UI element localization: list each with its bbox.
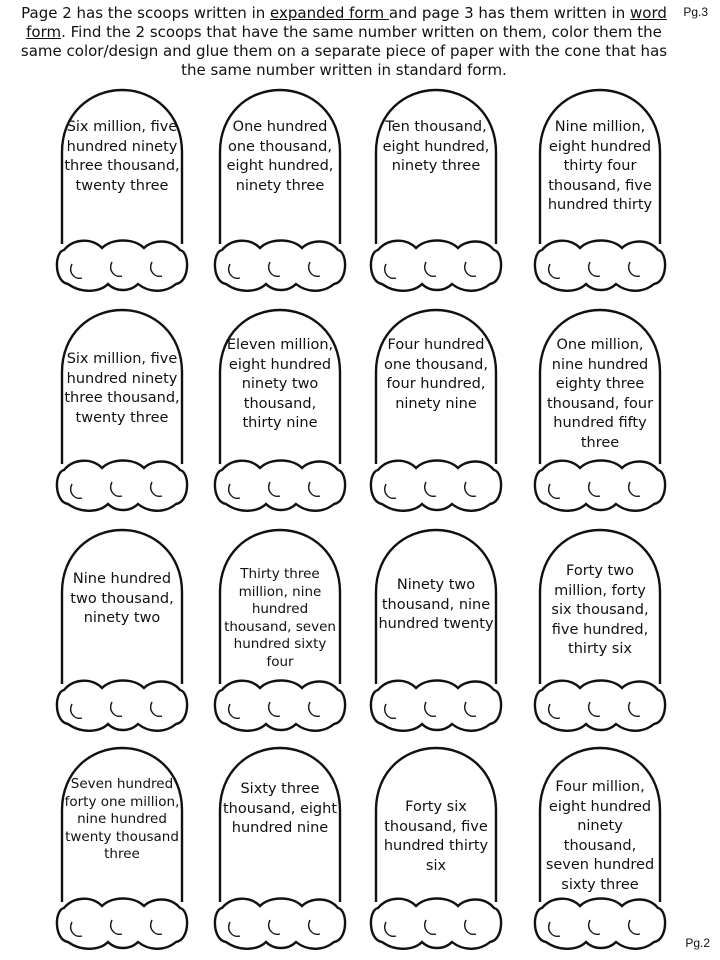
scoop-label: Eleven million, eight hundred ninety two thousand, thirty nine (226, 337, 334, 431)
scoop-label: One million, nine hundred eighty three thousand, four hundred fifty three (546, 337, 654, 451)
scoop-scalloped-base (371, 899, 501, 949)
scoop-scalloped-base (215, 899, 345, 949)
word-form-term: word form (26, 4, 667, 41)
instructions-part2: and page 3 has them written in (388, 4, 630, 22)
scoop-card[interactable] (52, 306, 192, 516)
scoop-card[interactable] (210, 306, 350, 516)
scoop-scalloped-base (215, 681, 345, 731)
scoop-label: Seven hundred forty one million, nine hundred twenty thousand three (64, 776, 180, 862)
scoop-scalloped-base (215, 241, 345, 291)
scoop-card[interactable] (530, 744, 670, 954)
scoop-scalloped-base (57, 461, 187, 511)
scoop-label: Nine hundred two thousand, ninety two (70, 571, 174, 626)
scoop-card[interactable] (366, 744, 506, 954)
scoop-scalloped-base (371, 241, 501, 291)
page-number-top: Pg.3 (683, 5, 708, 19)
scoop-card[interactable] (210, 526, 350, 736)
instructions-part1: Page 2 has the scoops written in (21, 4, 271, 22)
scoop-scalloped-base (371, 681, 501, 731)
scoop-card[interactable] (530, 526, 670, 736)
scoop-outline (52, 526, 192, 736)
page-number-bottom: Pg.2 (685, 936, 710, 950)
scoop-label: Sixty three thousand, eight hundred nine (222, 781, 338, 836)
scoop-card[interactable] (366, 526, 506, 736)
scoop-card[interactable] (530, 86, 670, 296)
instructions-part3: . Find the 2 scoops that have the same number written on them, color them the same color/design and glue them on a separate piece of paper with the cone that has the same number written in standard form. (20, 23, 668, 79)
scoop-card[interactable] (210, 86, 350, 296)
scoop-label: Four million, eight hundred ninety thousand, seven hundred sixty three (545, 779, 655, 893)
scoop-label: Nine million, eight hundred thirty four thousand, five hundred thirty (547, 119, 653, 213)
scoop-scalloped-base (371, 461, 501, 511)
scoop-label: Four hundred one thousand, four hundred, ninety nine (384, 337, 488, 412)
scoop-scalloped-base (535, 681, 665, 731)
scoop-scalloped-base (215, 461, 345, 511)
scoop-label: Six million, five hundred ninety three thousand, twenty three (64, 119, 180, 194)
scoop-label: Forty two million, forty six thousand, five hundred, thirty six (551, 563, 649, 657)
scoop-scalloped-base (57, 899, 187, 949)
scoop-scalloped-base (535, 241, 665, 291)
scoop-label: Forty six thousand, five hundred thirty six (383, 799, 489, 874)
scoop-scalloped-base (57, 241, 187, 291)
scoop-scalloped-base (57, 681, 187, 731)
scoop-scalloped-base (535, 461, 665, 511)
scoop-card[interactable] (366, 306, 506, 516)
scoop-label: Ninety two thousand, nine hundred twenty (378, 577, 494, 632)
scoop-label: Ten thousand, eight hundred, ninety three (382, 119, 490, 174)
scoop-card[interactable] (52, 526, 192, 736)
scoop-card[interactable] (530, 306, 670, 516)
scoop-label: Six million, five hundred ninety three thousand, twenty three (64, 351, 180, 426)
scoop-outline (210, 744, 350, 954)
expanded-form-term: expanded form (270, 4, 389, 22)
scoop-card[interactable] (366, 86, 506, 296)
scoop-label: One hundred one thousand, eight hundred, ninety three (226, 119, 334, 194)
scoop-label: Thirty three million, nine hundred thousand, seven hundred sixty four (224, 566, 336, 670)
scoop-scalloped-base (535, 899, 665, 949)
scoop-card[interactable] (210, 744, 350, 954)
scoop-card[interactable] (52, 86, 192, 296)
scoop-card[interactable] (52, 744, 192, 954)
